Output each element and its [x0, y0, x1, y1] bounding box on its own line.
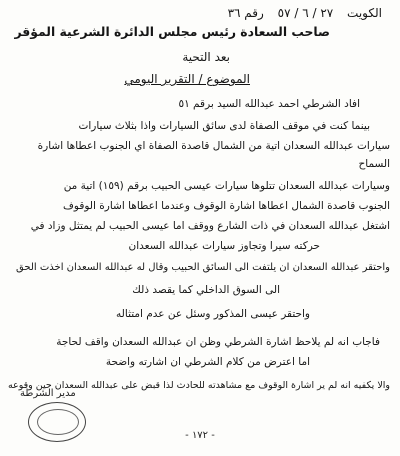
header-date: ٢٧ / ٦ / ٥٧: [277, 6, 334, 20]
body-line: بينما كنت في موقف الصفاة لدى سائق السيارات واذا بثلاث سيارات: [78, 120, 370, 132]
header-place: الكويت: [347, 6, 382, 20]
body-line: اما اعترض من كلام الشرطي ان اشارته واضحة: [105, 356, 310, 368]
body-line: والا يكفيه انه لم ير اشارة الوقوف مع مشاهدته للحادث لذا قبض على عبدالله السعدان حين وقوعه: [7, 380, 390, 391]
addressee-line: صاحب السعادة رئيس مجلس الدائرة الشرعية المؤقر: [14, 24, 330, 39]
body-line: سيارات عبدالله السعدان اتية من الشمال قاصدة الصفاة اي الجنوب اعطاها اشارة: [37, 140, 390, 152]
body-line: حركته سيرا وتجاوز سيارات عبدالله السعدان: [128, 240, 320, 252]
body-line: الى السوق الداخلي كما يقصد ذلك: [132, 284, 280, 296]
body-line: اشتغل عبدالله السعدان في ذات الشارع ووقف اما عيسى الحبيب لم يمتثل وزاد في: [30, 220, 390, 232]
body-line: واحتقر عبدالله السعدان ان يلتفت الى السائق الحبيب وقال له عبدالله السعدان اخذت الحق: [16, 262, 390, 273]
document-header: [218, 6, 382, 20]
greeting-line: بعد التحية: [182, 50, 230, 64]
body-line: وسيارات عبدالله السعدان تتلوها سيارات عيسى الحبيب برقم (١٥٩) اتية من: [63, 180, 390, 192]
body-line: الجنوب قاصدة الشمال اعطاها اشارة الوقوف وعندما اعطاها اشارة الوقوف: [63, 200, 390, 212]
signature-label: مدير الشرطة: [20, 388, 76, 399]
body-line: فاجاب انه لم يلاحظ اشارة الشرطي وظن ان عبدالله السعدان واقف لحاجة: [56, 336, 380, 348]
subject-line: الموضوع / التقرير اليومي: [124, 72, 250, 86]
body-line: افاد الشرطي احمد عبدالله السيد برقم ٥١: [178, 98, 360, 110]
body-line: واحتقر عيسى المذكور وسئل عن عدم امتثاله: [116, 308, 310, 320]
official-stamp: [28, 402, 86, 442]
header-number: رقم ٣٦: [227, 6, 264, 20]
page-number: - ١٧٢ -: [185, 430, 215, 441]
body-line: السماح: [358, 158, 390, 170]
